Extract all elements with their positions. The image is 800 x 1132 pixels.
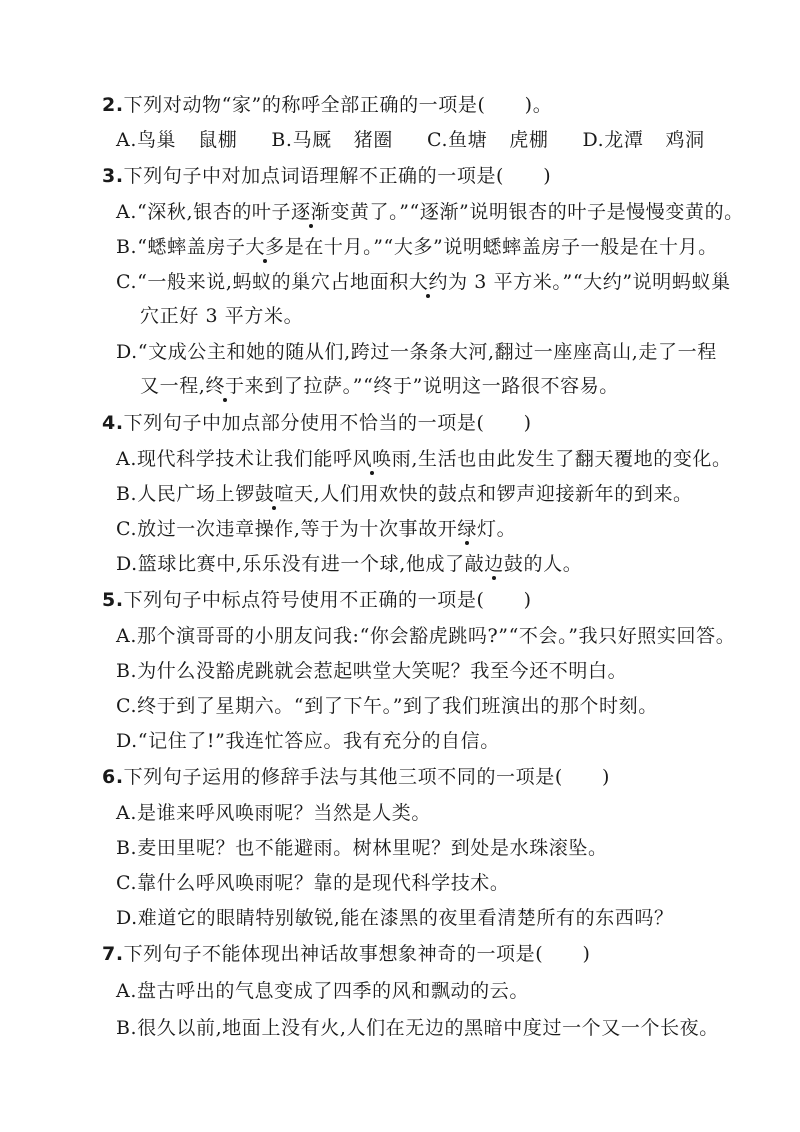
question-number: 6. (102, 766, 124, 788)
dotted-phrase: 锣鼓喧天 (235, 483, 314, 505)
question-6-option-d[interactable]: D.难道它的眼睛特别敏锐,能在漆黑的夜里看清楚所有的东西吗？ (116, 907, 674, 929)
option-text: A.现代科学技术让我们能 (116, 448, 333, 470)
question-6-option-c[interactable]: C.靠什么呼风唤雨呢？靠的是现代科学技术。 (116, 872, 510, 894)
option-text: 穴正好 3 平方米。 (140, 305, 304, 327)
question-text: 下列对动物“家”的称呼全部正确的一项是( )。 (123, 94, 553, 116)
dotted-word: 大多 (245, 236, 285, 258)
question-text: 下列句子中加点部分使用不恰当的一项是( ) (123, 412, 532, 434)
option-text: D.“文成公主和她的随从们,跨过一条条大河,翻过一座座高山,走了一程 (116, 341, 717, 363)
question-6-option-a[interactable]: A.是谁来呼风唤雨呢？当然是人类。 (116, 802, 431, 824)
question-5-stem (102, 587, 532, 613)
option-d-label[interactable]: D.龙潭 (582, 129, 644, 151)
option-text: C.“一般来说,蚂蚁的巢穴占地面积 (116, 271, 409, 293)
question-3-option-a[interactable] (116, 199, 744, 225)
question-7-stem (102, 941, 590, 967)
question-text: 下列句子运用的修辞手法与其他三项不同的一项是( ) (123, 766, 611, 788)
option-text: ,生活也由此发生了翻天覆地的变化。 (411, 448, 732, 470)
option-a-label[interactable]: A.鸟巢 (116, 129, 177, 151)
question-3-option-c-continued (140, 303, 303, 329)
question-4-option-a[interactable] (116, 446, 732, 472)
question-3-option-c[interactable] (116, 269, 731, 295)
question-5-option-a[interactable]: A.那个演哥哥的小朋友问我:“你会豁虎跳吗?”“不会。”我只好照实回答。 (116, 625, 736, 647)
option-text: 。 (496, 518, 517, 540)
question-number: 3. (102, 165, 124, 187)
question-text: 下列句子中对加点词语理解不正确的一项是( ) (123, 165, 552, 187)
option-b-label[interactable]: B.马厩 (271, 129, 332, 151)
option-text: B.“蟋蟀盖房子 (116, 236, 246, 258)
question-number: 5. (102, 589, 124, 611)
question-2-options (116, 127, 705, 153)
question-4-option-b[interactable] (116, 481, 693, 507)
option-text: C.放过一次违章操作,等于为十次事故 (116, 518, 438, 540)
question-5-option-b[interactable]: B.为什么没豁虎跳就会惹起哄堂大笑呢？我至今还不明白。 (116, 660, 628, 682)
option-c-label[interactable]: C.鱼塘 (426, 129, 488, 151)
question-5-option-c[interactable]: C.终于到了星期六。“到了下午。”到了我们班演出的那个时刻。 (116, 695, 658, 717)
question-number: 4. (102, 412, 124, 434)
question-3-option-b[interactable] (116, 234, 718, 260)
question-number: 7. (102, 943, 124, 965)
question-2-stem (102, 92, 552, 118)
question-5-option-d[interactable]: D.“记住了!”我连忙答应。我有充分的自信。 (116, 730, 500, 752)
option-c-second: 虎棚 (509, 129, 549, 151)
option-a-second: 鼠棚 (198, 129, 238, 151)
option-text: ,人们用欢快的鼓点和锣声迎接新年的到来。 (313, 483, 693, 505)
option-text: B.人民广场上 (116, 483, 236, 505)
question-text: 下列句子中标点符号使用不正确的一项是( ) (123, 589, 532, 611)
dotted-word: 逐渐 (291, 201, 331, 223)
option-text: 为 3 平方米。”“大约”说明蚂蚁巢 (448, 271, 731, 293)
question-4-option-d[interactable] (116, 551, 582, 577)
question-6-stem (102, 764, 610, 790)
question-3-option-d[interactable] (116, 339, 717, 365)
dotted-phrase: 开绿灯 (437, 518, 497, 540)
option-b-second: 猪圈 (353, 129, 393, 151)
option-text: 又一程, (140, 375, 206, 397)
dotted-phrase: 呼风唤雨 (332, 448, 412, 470)
dotted-phrase: 敲边鼓 (464, 553, 524, 575)
question-7-option-a[interactable]: A.盘古呼出的气息变成了四季的风和飘动的云。 (116, 980, 529, 1002)
option-text: A.“深秋,银杏的叶子 (116, 201, 292, 223)
option-d-second: 鸡洞 (665, 129, 705, 151)
option-text: 的人。 (523, 553, 583, 575)
question-3-stem (102, 163, 551, 189)
option-text: 来到了拉萨。”“终于”说明这一路很不容易。 (244, 375, 619, 397)
question-3-option-d-continued (140, 373, 619, 399)
question-7-option-b[interactable]: B.很久以前,地面上没有火,人们在无边的黑暗中度过一个又一个长夜。 (116, 1017, 719, 1039)
question-4-option-c[interactable] (116, 516, 516, 542)
question-number: 2. (102, 94, 124, 116)
dotted-word: 终于 (205, 375, 245, 397)
question-text: 下列句子不能体现出神话故事想象神奇的一项是( ) (123, 943, 591, 965)
option-text: 是在十月。”“大多”说明蟋蟀盖房子一般是在十月。 (284, 236, 718, 258)
question-6-option-b[interactable]: B.麦田里呢？也不能避雨。树林里呢？到处是水珠滚坠。 (116, 837, 608, 859)
question-4-stem (102, 410, 532, 436)
option-text: D.篮球比赛中,乐乐没有进一个球,他成了 (116, 553, 465, 575)
dotted-word: 大约 (408, 271, 449, 293)
option-text: 变黄了。”“逐渐”说明银杏的叶子是慢慢变黄的。 (330, 201, 744, 223)
